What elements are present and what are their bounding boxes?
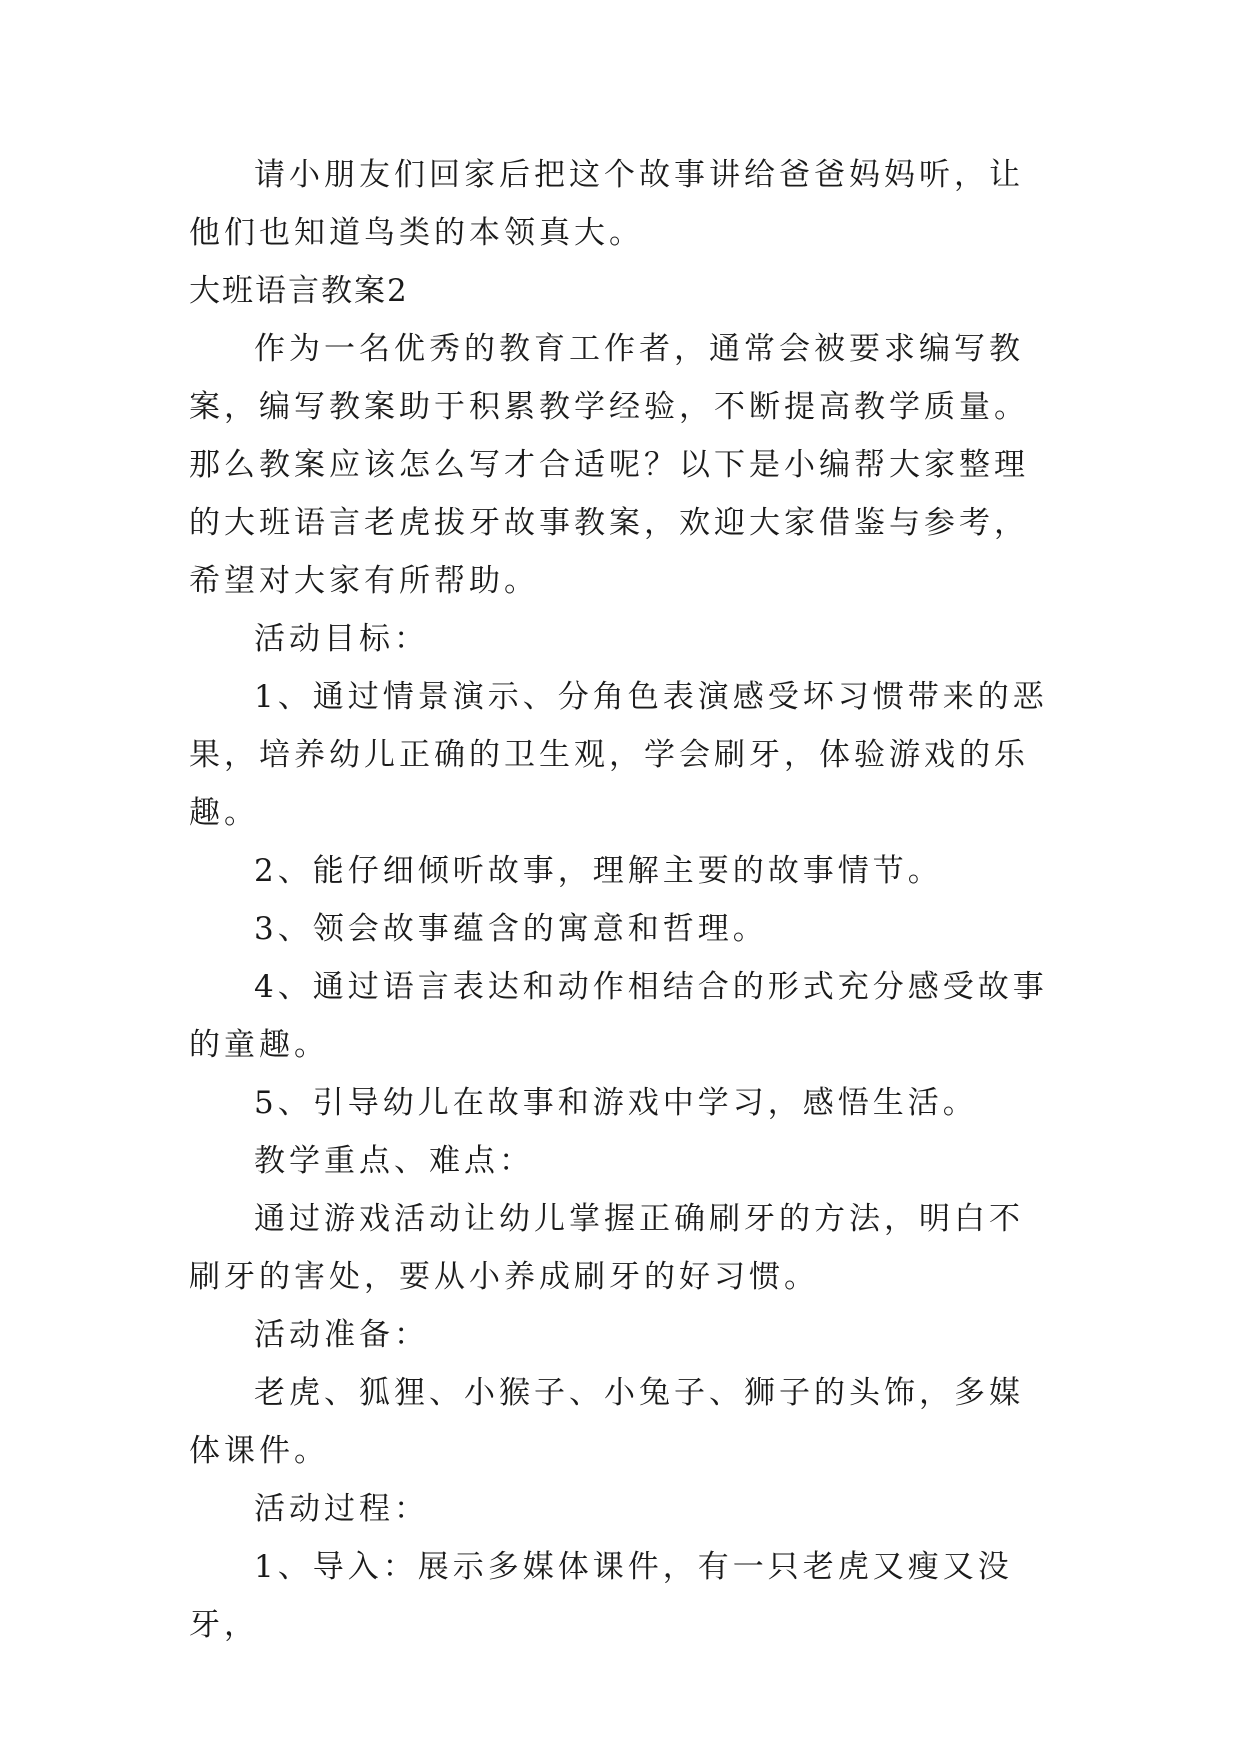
paragraph: 作为一名优秀的教育工作者，通常会被要求编写教案，编写教案助于积累教学经验，不断提高教学质量。那么教案应该怎么写才合适呢？以下是小编帮大家整理的大班语言老虎拔牙故事教案，欢迎大家借鉴与参考，希望对大家有所帮助。	[189, 331, 1029, 599]
paragraph: 1、通过情景演示、分角色表演感受坏习惯带来的恶果，培养幼儿正确的卫生观，学会刷牙，体验游戏的乐趣。	[189, 679, 1048, 831]
paragraph: 1、导入：展示多媒体课件，有一只老虎又瘦又没牙，	[189, 1549, 1013, 1643]
paragraph: 4、通过语言表达和动作相结合的形式充分感受故事的童趣。	[189, 969, 1048, 1063]
paragraph: 请小朋友们回家后把这个故事讲给爸爸妈妈听，让他们也知道鸟类的本领真大。	[189, 157, 1024, 251]
document-body	[189, 146, 1053, 1654]
paragraph: 通过游戏活动让幼儿掌握正确刷牙的方法，明白不刷牙的害处，要从小养成刷牙的好习惯。	[189, 1201, 1024, 1295]
paragraph: 老虎、狐狸、小猴子、小兔子、狮子的头饰，多媒体课件。	[189, 1375, 1024, 1469]
paragraph: 3、领会故事蕴含的寓意和哲理。	[254, 911, 768, 947]
paragraph: 活动过程：	[254, 1491, 429, 1527]
paragraph: 活动目标：	[254, 621, 429, 657]
paragraph: 教学重点、难点：	[254, 1143, 534, 1179]
paragraph: 活动准备：	[254, 1317, 429, 1353]
paragraph: 2、能仔细倾听故事，理解主要的故事情节。	[254, 853, 943, 889]
paragraph: 5、引导幼儿在故事和游戏中学习，感悟生活。	[254, 1085, 978, 1121]
section-heading: 大班语言教案2	[189, 273, 409, 309]
